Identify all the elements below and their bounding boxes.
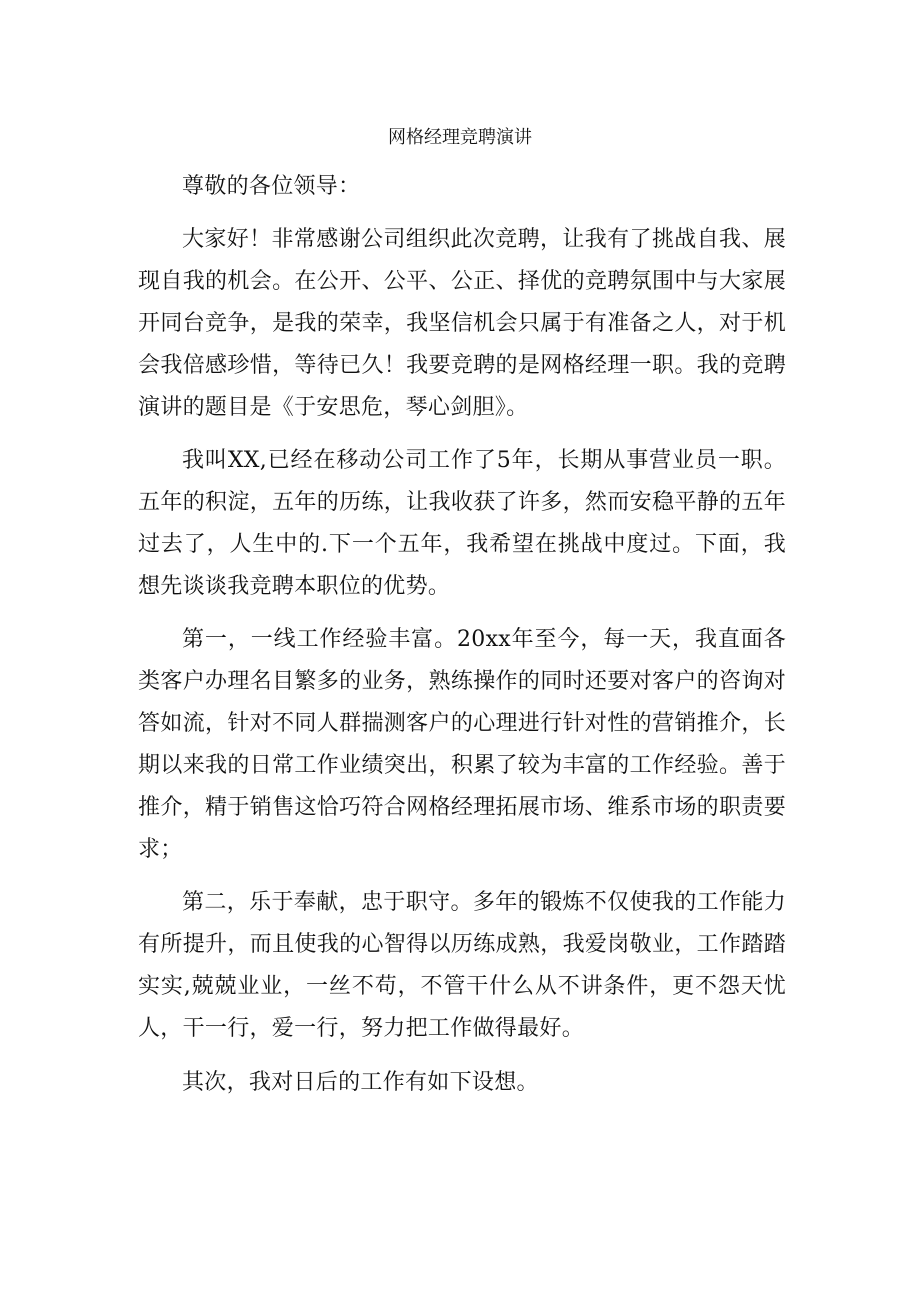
paragraph-introduction: 我叫XX,已经在移动公司工作了5年，长期从事营业员一职。五年的积淀，五年的历练，让我收获了许多，然而安稳平静的五年过去了，人生中的.下一个五年，我希望在挑战中度过。下面，我想先谈谈我竞聘本职位的优势。 xyxy=(138,448,786,599)
document-body xyxy=(138,166,786,1115)
paragraph-first-strength: 第一，一线工作经验丰富。20xx年至今，每一天，我直面各类客户办理名目繁多的业务，熟练操作的同时还要对客户的咨询对答如流，针对不同人群揣测客户的心理进行针对性的营销推介，长期以来我的日常工作业绩突出，积累了较为丰富的工作经验。善于推介，精于销售这恰巧符合网格经理拓展市场、维系市场的职责要求； xyxy=(138,627,786,862)
paragraph-opening: 大家好！非常感谢公司组织此次竞聘，让我有了挑战自我、展现自我的机会。在公开、公平、公正、择优的竞聘氛围中与大家展开同台竞争，是我的荣幸，我坚信机会只属于有准备之人，对于机会我倍感珍惜，等待已久！我要竞聘的是网格经理一职。我的竞聘演讲的题目是《于安思危，琴心剑胆》。 xyxy=(138,227,786,420)
greeting-paragraph: 尊敬的各位领导： xyxy=(182,174,361,199)
paragraph-plans: 其次，我对日后的工作有如下设想。 xyxy=(182,1070,539,1095)
document-title: 网格经理竞聘演讲 xyxy=(388,127,532,148)
paragraph-second-strength: 第二，乐于奉献，忠于职守。多年的锻炼不仅使我的工作能力有所提升，而且使我的心智得以历练成熟，我爱岗敬业，工作踏踏实实,兢兢业业，一丝不苟，不管干什么从不讲条件，更不怨天忧人，干一行，爱一行，努力把工作做得最好。 xyxy=(138,890,786,1041)
